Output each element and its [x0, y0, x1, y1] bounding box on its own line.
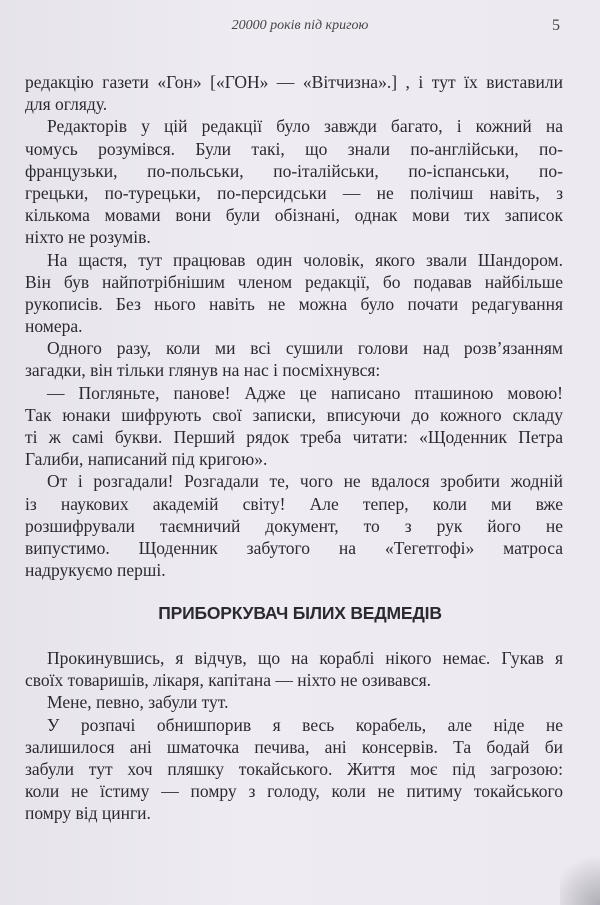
paragraph: [25, 71, 563, 115]
paragraph: [25, 382, 563, 471]
paragraph: [25, 714, 563, 825]
text-line: редакцію газети «Гон» [«ГОН» — «Вітчизна».] , і тут їх виставили: [25, 72, 563, 92]
paragraph: [25, 647, 563, 691]
paragraph: [25, 337, 563, 381]
text-line: чомусь розумівся. Були такі, що знали по-англійськи, по-: [25, 138, 563, 159]
text-line: Він був найпотрібнішим членом редакції, бо подавав найбільше: [25, 271, 563, 292]
text-line: французьки, по-польськи, по-італійськи, по-іспанськи, по-: [25, 160, 563, 181]
text-line: забули тут хоч пляшку токайського. Життя моє під загрозою:: [25, 758, 563, 779]
text-line: Мене, певно, забули тут.: [47, 692, 229, 713]
text-line: своїх товаришів, лікаря, капітана — ніхто не озивався.: [25, 670, 432, 691]
text-line: залишилося ані шматочка печива, ані консервів. Та бодай би: [25, 736, 563, 757]
page-number: 5: [552, 17, 560, 34]
text-line: Так юнаки шифрують свої записки, вписуючи до кожного складу: [25, 404, 563, 425]
text-line: Редакторів у цій редакції було завжди багато, і кожний на: [47, 116, 563, 137]
text-line: із наукових академій світу! Але тепер, коли ми вже: [25, 493, 563, 514]
running-title: 20000 років під кригою: [231, 18, 369, 33]
text-line: — Погляньте, панове! Адже це написано пташиною мовою!: [47, 382, 563, 403]
paragraph: [25, 115, 563, 248]
text-line: кількома мовами вони були обізнані, однак мови тих записок: [25, 205, 563, 226]
text-line: розшифрували таємничий документ, то з рук його не: [25, 515, 563, 536]
text-line: От і розгадали! Розгадали те, чого не вдалося зробити жодній: [47, 471, 563, 492]
text-line: для огляду.: [25, 94, 108, 115]
text-line: надрукуємо перші.: [25, 560, 166, 581]
text-line: грецьки, по-турецьки, по-персидськи — не полічиш навіть, з: [25, 182, 563, 203]
text-line: помру від цинги.: [25, 803, 151, 824]
text-line: випустимо. Щоденник забутого на «Тегетгофі» матроса: [25, 537, 563, 558]
paragraph: [25, 470, 563, 581]
paragraph: [25, 691, 563, 713]
text-line: ті ж самі букви. Перший рядок треба читати: «Щоденник Петра: [25, 427, 563, 447]
paragraph: [25, 249, 563, 338]
section-2-text: [25, 647, 563, 825]
text-line: Прокинувшись, я відчув, що на кораблі нікого немає. Гукав я: [47, 648, 563, 668]
text-line: На щастя, тут працював один чоловік, якого звали Шандором.: [47, 249, 563, 270]
section-1-text: [25, 71, 563, 581]
text-line: У розпачі обнишпорив я весь корабель, але ніде не: [47, 714, 563, 735]
text-line: Галиби, написаний під кригою».: [25, 449, 268, 470]
text-line: загадки, він тільки глянув на нас і посміхнувся:: [25, 360, 381, 381]
chapter-heading: ПРИБОРКУВАЧ БІЛИХ ВЕДМЕДІВ: [158, 603, 442, 623]
text-line: номера.: [25, 316, 83, 337]
page-corner-shadow: [560, 845, 600, 905]
text-line: рукописів. Без нього навіть не можна було почати редагування: [25, 293, 563, 314]
text-line: коли не їстиму — помру з голоду, коли не питиму токайського: [25, 781, 563, 802]
text-line: Одного разу, коли ми всі сушили голови над розв’язанням: [47, 338, 563, 359]
text-line: ніхто не розумів.: [25, 227, 151, 248]
